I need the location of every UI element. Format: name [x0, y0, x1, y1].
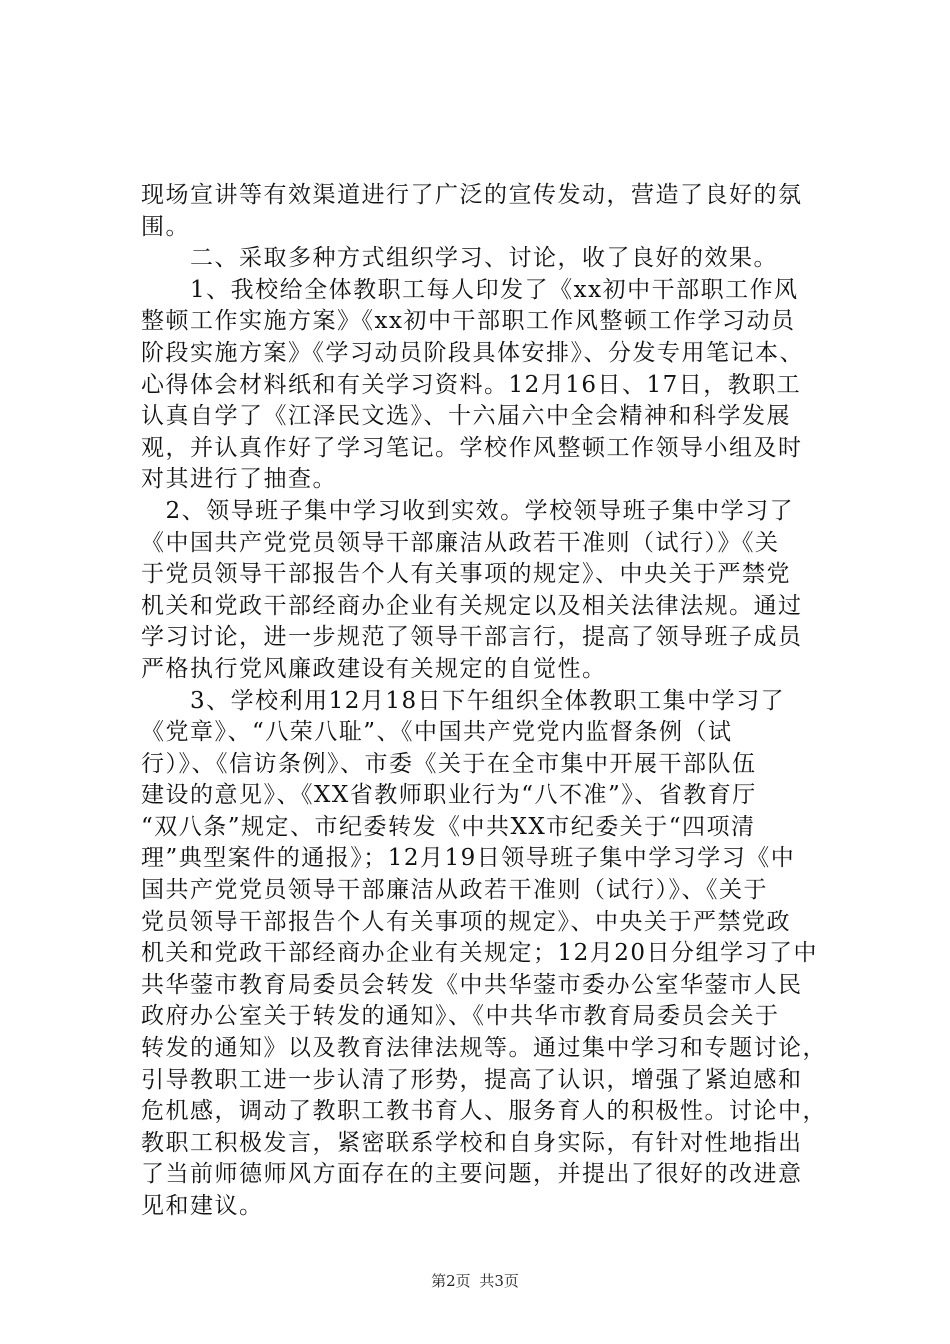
text-line: 现场宣讲等有效渠道进行了广泛的宣传发动，营造了良好的氛	[141, 182, 803, 208]
text-line: 党员领导干部报告个人有关事项的规定》、中央关于严禁党政	[141, 908, 791, 935]
text-line: 于党员领导干部报告个人有关事项的规定》、中央关于严禁党	[141, 561, 791, 588]
text-line: 政府办公室关于转发的通知》、《中共华市教育局委员会关于	[141, 1003, 780, 1030]
text-line: 1、我校给全体教职工每人印发了《xx初中干部职工作风	[141, 276, 799, 303]
text-line: 心得体会材料纸和有关学习资料。12月16日、17日，教职工	[141, 371, 802, 398]
text-line: 严格执行党风廉政建设有关规定的自觉性。	[141, 655, 607, 682]
text-line: 建设的意见》、《XX省教师职业行为“八不准”》、省教育厅	[141, 782, 757, 809]
text-line: “双八条”规定、市纪委转发《中共XX市纪委关于“四项清	[141, 813, 756, 840]
page-total: 共3页	[479, 1272, 519, 1290]
text-line: 二、采取多种方式组织学习、讨论，收了良好的效果。	[141, 245, 778, 272]
text-line: 机关和党政干部经商办企业有关规定以及相关法律法规。通过	[141, 592, 803, 619]
text-line: 教职工积极发言，紧密联系学校和自身实际，有针对性地指出	[141, 1129, 803, 1156]
text-line: 《党章》、“八荣八耻”、《中国共产党党内监督条例（试	[141, 719, 733, 746]
text-line: 整顿工作实施方案》《xx初中干部职工作风整顿工作学习动员	[141, 308, 796, 335]
text-line: 3、学校利用12月18日下午组织全体教职工集中学习了	[141, 687, 786, 714]
page-number: 第2页	[431, 1272, 471, 1290]
text-line: 学习讨论，进一步规范了领导干部言行，提高了领导班子成员	[141, 624, 803, 651]
text-line: 见和建议。	[141, 1193, 264, 1219]
text-line: 共华蓥市教育局委员会转发《中共华蓥市委办公室华蓥市人民	[141, 971, 803, 998]
text-line: 2、领导班子集中学习收到实效。学校领导班子集中学习了	[141, 497, 795, 524]
page-footer	[0, 1270, 950, 1291]
text-line: 对其进行了抽查。	[141, 466, 337, 493]
text-line: 《中国共产党党员领导干部廉洁从政若干准则（试行）》《关	[141, 529, 780, 556]
text-line: 观，并认真作好了学习笔记。学校作风整顿工作领导小组及时	[141, 434, 803, 461]
text-line: 阶段实施方案》《学习动员阶段具体安排》、分发专用笔记本、	[141, 339, 804, 366]
text-line: 理”典型案件的通报》；12月19日领导班子集中学习学习《中	[141, 845, 796, 872]
text-line: 机关和党政干部经商办企业有关规定；12月20日分组学习了中	[141, 940, 819, 967]
document-body	[141, 180, 841, 1223]
text-line: 转发的通知》以及教育法律法规等。通过集中学习和专题讨论，	[141, 1035, 827, 1062]
text-line: 了当前师德师风方面存在的主要问题，并提出了很好的改进意	[141, 1161, 803, 1188]
text-line: 国共产党党员领导干部廉洁从政若干准则（试行）》、《关于	[141, 877, 768, 904]
text-line: 行）》、《信访条例》、市委《关于在全市集中开展干部队伍	[141, 750, 757, 777]
text-line: 围。	[141, 213, 190, 240]
text-line: 危机感，调动了教职工教书育人、服务育人的积极性。讨论中，	[141, 1098, 827, 1125]
text-line: 引导教职工进一步认清了形势，提高了认识，增强了紧迫感和	[141, 1066, 803, 1093]
text-line: 认真自学了《江泽民文选》、十六届六中全会精神和科学发展	[141, 403, 791, 430]
